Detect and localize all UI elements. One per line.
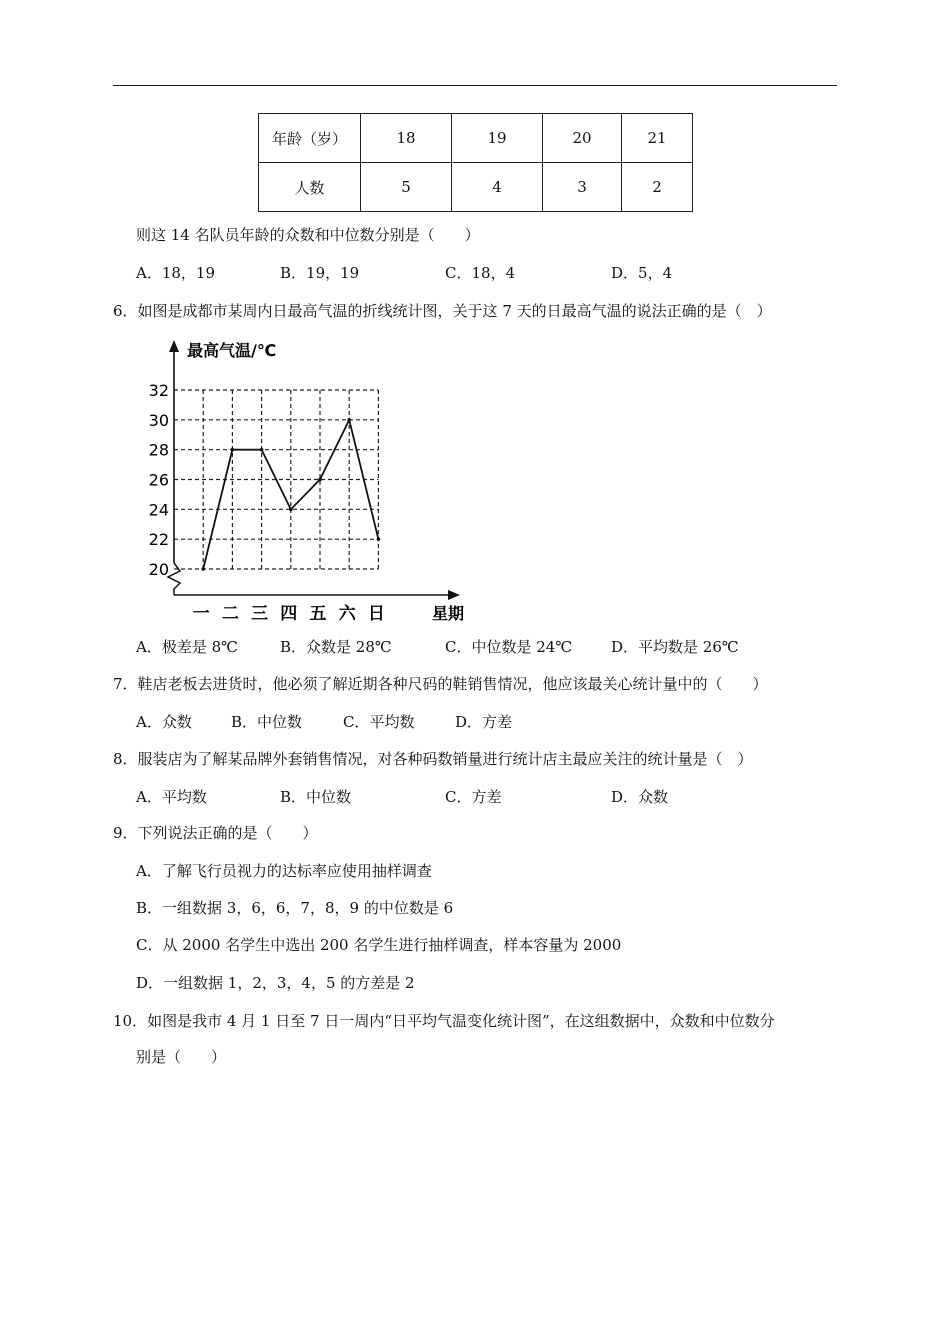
y-tick-label: 28 [148, 440, 169, 460]
q9-option-b[interactable]: B．一组数据 3，6，6，7，8，9 的中位数是 6 [136, 899, 454, 917]
q8-option-b[interactable]: B．中位数 [280, 788, 352, 806]
q8-stem: 8．服装店为了解某品牌外套销售情况，对各种码数销量进行统计店主最应关注的统计量是（ ） [113, 750, 753, 768]
q7-stem: 7．鞋店老板去进货时，他必须了解近期各种尺码的鞋销售情况，他应该最关心统计量中的（ ） [113, 675, 768, 693]
table-cell: 20 [543, 114, 622, 163]
chart-ylabel: 最高气温/℃ [187, 341, 277, 360]
q5-option-a[interactable]: A．18，19 [136, 264, 216, 282]
q7-option-b[interactable]: B．中位数 [231, 713, 303, 731]
data-point [231, 448, 235, 452]
y-tick-label: 24 [148, 500, 169, 520]
q8-option-c[interactable]: C．方差 [445, 788, 502, 806]
q6-option-b[interactable]: B．众数是 28℃ [280, 638, 392, 656]
table-header-count: 人数 [259, 163, 361, 212]
table-header-age: 年龄（岁） [259, 114, 361, 163]
table-cell: 3 [543, 163, 622, 212]
table-row-count [259, 163, 693, 212]
q7-option-d[interactable]: D．方差 [455, 713, 513, 731]
data-point [201, 567, 205, 571]
y-tick-label: 26 [148, 470, 169, 490]
chart-xlabel: 星期 [432, 604, 465, 623]
y-tick-label: 30 [148, 410, 169, 430]
q8-option-d[interactable]: D．众数 [611, 788, 669, 806]
q6-option-a[interactable]: A．极差是 8℃ [136, 638, 238, 656]
data-point [318, 478, 322, 482]
q10-stem-line1: 10．如图是我市 4 月 1 日至 7 日一周内“日平均气温变化统计图”，在这组数据中，众数和中位数分 [113, 1012, 775, 1030]
q9-stem: 9．下列说法正确的是（ ） [113, 824, 318, 842]
x-tick-label: 一 [192, 604, 210, 624]
x-axis-arrow [448, 590, 460, 600]
q6-option-d[interactable]: D．平均数是 26℃ [611, 638, 739, 656]
axis-break [168, 563, 180, 595]
temperature-line-chart [148, 336, 480, 632]
header-rule [113, 85, 837, 86]
q9-option-d[interactable]: D．一组数据 1，2，3，4，5 的方差是 2 [136, 974, 415, 992]
q7-option-a[interactable]: A．众数 [136, 713, 192, 731]
data-point [289, 508, 293, 512]
table-row-age [259, 114, 693, 163]
data-point [260, 448, 264, 452]
q9-option-c[interactable]: C．从 2000 名学生中选出 200 名学生进行抽样调查，样本容量为 2000 [136, 936, 622, 954]
x-tick-label: 四 [280, 604, 298, 624]
q5-option-b[interactable]: B．19，19 [280, 264, 360, 282]
data-point [377, 537, 381, 541]
x-tick-label: 日 [367, 604, 385, 624]
table-cell: 4 [452, 163, 543, 212]
q6-stem: 6．如图是成都市某周内日最高气温的折线统计图，关于这 7 天的日最高气温的说法正确的是（ ） [113, 302, 772, 320]
y-axis-arrow [169, 340, 179, 352]
x-tick-label: 三 [251, 604, 269, 624]
chart-axes [168, 340, 460, 600]
table-cell: 5 [361, 163, 452, 212]
q8-option-a[interactable]: A．平均数 [136, 788, 207, 806]
q5-option-c[interactable]: C．18，4 [445, 264, 516, 282]
y-tick-label: 20 [148, 560, 169, 579]
x-tick-label: 六 [338, 604, 356, 624]
q9-option-a[interactable]: A．了解飞行员视力的达标率应使用抽样调查 [136, 862, 432, 880]
q10-stem-line2: 别是（ ） [136, 1048, 227, 1066]
data-point [347, 418, 351, 422]
x-tick-label: 二 [221, 604, 239, 624]
table-cell: 18 [361, 114, 452, 163]
q5-option-d[interactable]: D．5，4 [611, 264, 673, 282]
age-table [258, 113, 693, 212]
y-tick-label: 22 [148, 530, 169, 550]
y-tick-label: 32 [148, 381, 169, 400]
q7-option-c[interactable]: C．平均数 [343, 713, 415, 731]
table-cell: 2 [622, 163, 693, 212]
x-tick-label: 五 [309, 604, 327, 624]
q5-stem: 则这 14 名队员年龄的众数和中位数分别是（ ） [136, 226, 480, 244]
q6-option-c[interactable]: C．中位数是 24℃ [445, 638, 573, 656]
table-cell: 19 [452, 114, 543, 163]
table-cell: 21 [622, 114, 693, 163]
